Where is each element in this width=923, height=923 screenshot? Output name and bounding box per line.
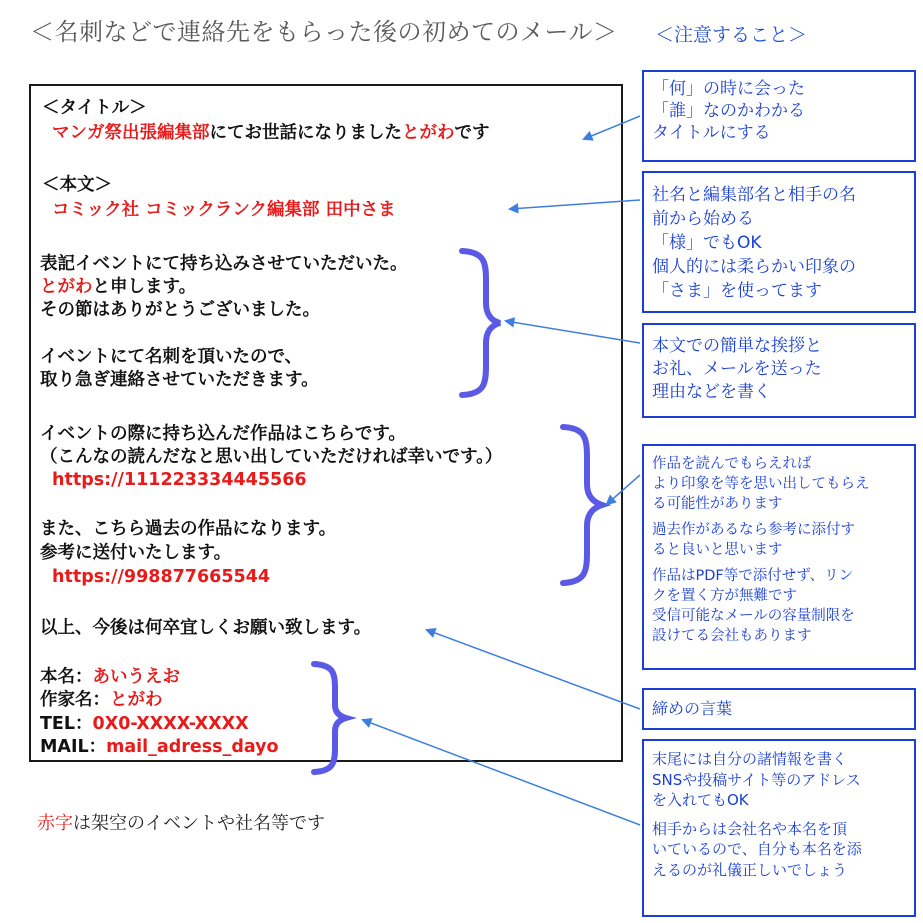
note-works-line: クを置く方が無難です	[652, 588, 797, 604]
note-addressee-line: 前から始める	[652, 209, 754, 229]
note-signature-line: を入れてもOK	[652, 791, 749, 809]
note-title-line: 「誰」なのかわかる	[652, 101, 805, 121]
signature-mail-label: MAIL：	[40, 737, 107, 757]
arrow-addressee	[510, 200, 640, 209]
note-greeting-line: お礼、メールを送った	[652, 359, 822, 379]
note-works-line: より印象を等を思い出してもらえ	[652, 476, 870, 492]
work-line-1: イベントの際に持ち込んだ作品はこちらです。	[40, 424, 406, 444]
note-addressee-line: 「さま」を使ってます	[652, 281, 822, 301]
past-url[interactable]: https://998877665544	[52, 567, 271, 587]
closing-line: 以上、今後は何卒宜しくお願い致します。	[40, 618, 372, 638]
greeting-line-1: 表記イベントにて持ち込みさせていただいた。	[40, 254, 408, 274]
past-line-2: 参考に送付いたします。	[40, 543, 232, 563]
arrow-works	[607, 475, 640, 504]
subject-text: にてお世話になりました	[209, 123, 402, 143]
footnote-red: 赤字	[37, 813, 73, 834]
greeting-line-3: その節はありがとうございました。	[40, 300, 320, 320]
signature-tel-label: TEL：	[40, 714, 93, 734]
signature-penname-label: 作家名：	[40, 690, 110, 710]
note-title-line: タイトルにする	[652, 123, 771, 143]
greeting-text: と申します。	[92, 277, 197, 297]
signature-tel-value: 0X0-XXXX-XXXX	[92, 714, 249, 734]
reason-line-2: 取り急ぎ連絡させていただきます。	[40, 370, 319, 390]
signature-name-label: 本名：	[40, 667, 93, 687]
arrow-greeting	[506, 321, 640, 343]
signature-penname-value: とがわ	[110, 690, 163, 710]
notes-title: ＜注意すること＞	[655, 24, 808, 46]
body-heading: ＜本文＞	[42, 175, 112, 195]
page-title: ＜名刺などで連絡先をもらった後の初めてのメール＞	[30, 18, 618, 46]
footnote-text: は架空のイベントや社名等です	[73, 813, 325, 834]
note-works-line: る可能性があります	[652, 496, 783, 512]
note-addressee-line: 「様」でもOK	[652, 233, 762, 253]
past-line-1: また、こちら過去の作品になります。	[40, 519, 337, 539]
note-addressee-line: 個人的には柔らかい印象の	[652, 257, 856, 277]
subject-name: とがわ	[402, 123, 455, 143]
note-works-line: 作品はPDF等で添付せず、リン	[652, 568, 854, 584]
note-works-line: 受信可能なメールの容量制限を	[652, 608, 855, 624]
brace-works	[563, 427, 602, 583]
arrow-signature	[363, 720, 640, 825]
title-heading: ＜タイトル＞	[42, 98, 147, 118]
greeting-name: とがわ	[40, 277, 93, 297]
note-signature-line: 末尾には自分の諸情報を書く	[652, 750, 848, 768]
note-closing-line: 締めの言葉	[652, 699, 733, 718]
note-signature-line: SNSや投稿サイト等のアドレス	[652, 770, 861, 789]
note-works-line: 設けてる会社もあります	[652, 628, 812, 644]
brace-signature	[314, 664, 346, 772]
reason-line-1: イベントにて名刺を頂いたので、	[40, 347, 303, 367]
note-signature-line: いているので、自分も本名を添	[652, 840, 862, 858]
note-greeting-line: 本文での簡単な挨拶と	[652, 336, 822, 356]
note-title-line: 「何」の時に会った	[652, 79, 805, 99]
note-works-line: ると良いと思います	[652, 542, 783, 558]
note-signature-line: えるのが礼儀正しいでしょう	[652, 860, 848, 879]
arrow-closing	[427, 630, 640, 709]
signature-name-value: あいうえお	[92, 667, 180, 687]
work-url[interactable]: https://111223334445566	[52, 470, 307, 490]
work-line-2: （こんなの読んだなと思い出していただければ幸いです。）	[40, 447, 503, 467]
arrow-title	[584, 116, 640, 139]
subject-event: マンガ祭出張編集部	[52, 123, 210, 143]
note-works-line: 過去作があるなら参考に添付す	[652, 522, 855, 538]
note-greeting-line: 理由などを書く	[652, 382, 771, 402]
subject-end: です	[454, 123, 490, 143]
signature-mail-value: mail_adress_dayo	[106, 737, 279, 757]
brace-greeting	[462, 251, 500, 395]
note-works-line: 作品を読んでもらえれば	[652, 456, 812, 472]
addressee-line: コミック社 コミックランク編集部 田中さま	[52, 200, 396, 220]
note-addressee-line: 社名と編集部名と相手の名	[652, 185, 856, 205]
note-signature-line: 相手からは会社名や本名を頂	[652, 819, 848, 838]
